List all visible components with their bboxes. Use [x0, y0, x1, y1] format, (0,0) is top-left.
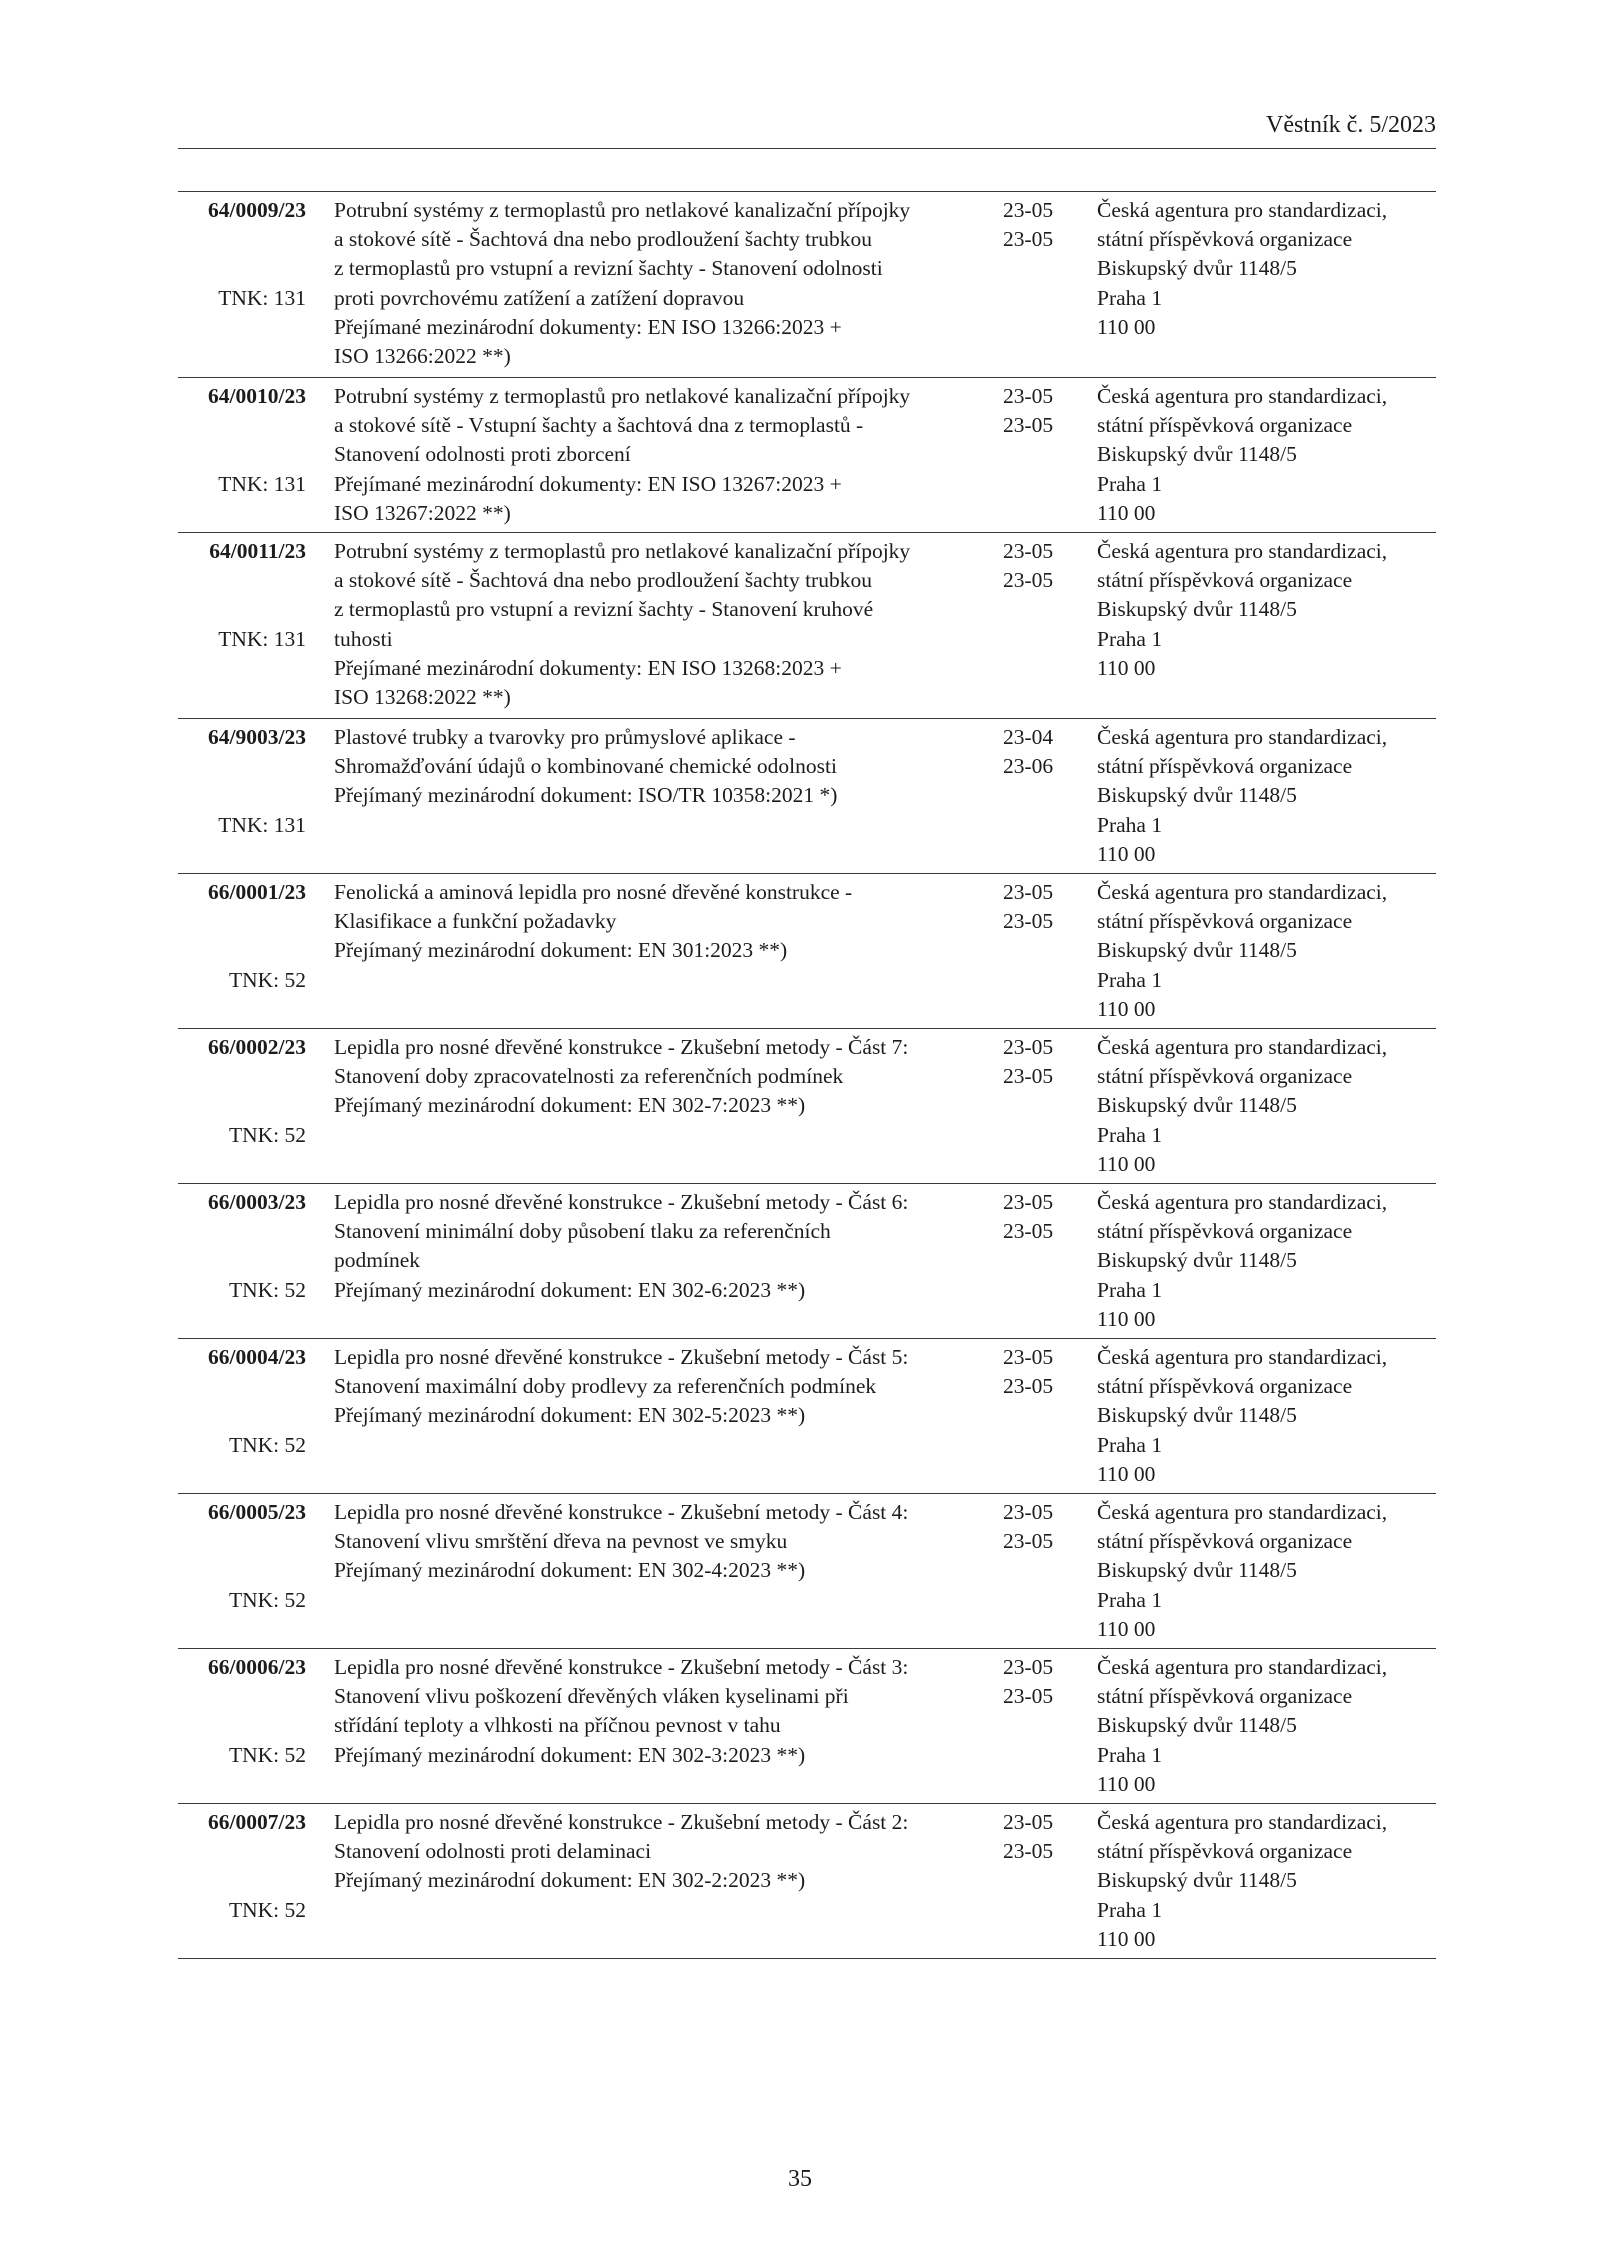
entry-dates — [1003, 196, 1073, 254]
table-row — [178, 1339, 1436, 1494]
entry-title — [334, 196, 1014, 371]
tnk-label: TNK: 131 — [218, 627, 306, 651]
org-line: Česká agentura pro standardizaci, — [1097, 880, 1388, 904]
entry-number: 66/0002/23 — [208, 1035, 306, 1059]
date-value: 23-06 — [1003, 754, 1054, 779]
page-header — [178, 108, 1436, 149]
date-value: 23-05 — [1003, 1064, 1054, 1089]
table-row — [178, 1494, 1436, 1649]
entry-organization — [1097, 1498, 1437, 1644]
title-line: Fenolická a aminová lepidla pro nosné dřevěné konstrukce - — [334, 880, 853, 904]
org-line: Praha 1 — [1097, 626, 1163, 651]
org-line: Česká agentura pro standardizaci, — [1097, 1810, 1388, 1834]
entry-organization — [1097, 723, 1437, 869]
table-row — [178, 1184, 1436, 1339]
tnk-label: TNK: 52 — [228, 1433, 306, 1457]
org-line: 110 00 — [1097, 1306, 1156, 1331]
entry-title — [334, 1343, 1014, 1431]
title-line: Klasifikace a funkční požadavky — [334, 909, 617, 934]
entry-number: 64/0009/23 — [208, 198, 306, 222]
org-line: Biskupský dvůr 1148/5 — [1097, 1558, 1297, 1583]
entry-title — [334, 1033, 1014, 1121]
org-line: státní příspěvková organizace — [1097, 1839, 1353, 1864]
title-line: z termoplastů pro vstupní a revizní šachty - Stanovení kruhové — [334, 597, 874, 622]
entry-dates — [1003, 1188, 1073, 1246]
date-value: 23-05 — [1003, 227, 1054, 252]
entry-title — [334, 537, 1014, 712]
title-line: a stokové sítě - Šachtová dna nebo prodloužení šachty trubkou — [334, 227, 872, 252]
title-line: střídání teploty a vlhkosti na příčnou pevnost v tahu — [334, 1713, 781, 1738]
org-line: 110 00 — [1097, 1616, 1156, 1641]
org-line: Česká agentura pro standardizaci, — [1097, 539, 1388, 563]
title-line: Přejímaný mezinárodní dokument: EN 302-6:2023 **) — [334, 1277, 806, 1302]
org-line: 110 00 — [1097, 1771, 1156, 1796]
entry-dates — [1003, 723, 1073, 781]
title-line: Přejímaný mezinárodní dokument: EN 302-2:2023 **) — [334, 1868, 806, 1893]
title-line: Potrubní systémy z termoplastů pro netlakové kanalizační přípojky — [334, 539, 911, 563]
tnk-label: TNK: 52 — [228, 1278, 306, 1302]
title-line: Přejímané mezinárodní dokumenty: EN ISO 13267:2023 + — [334, 471, 842, 496]
entry-organization — [1097, 1033, 1437, 1179]
entry-title — [334, 878, 1014, 966]
entry-id-cell — [178, 1343, 306, 1493]
org-line: Česká agentura pro standardizaci, — [1097, 1345, 1388, 1369]
org-line: Praha 1 — [1097, 1277, 1163, 1302]
org-line: Česká agentura pro standardizaci, — [1097, 198, 1388, 222]
entry-id-cell — [178, 1808, 306, 1958]
entry-number: 66/0001/23 — [208, 880, 306, 904]
org-line: 110 00 — [1097, 996, 1156, 1021]
title-line: podmínek — [334, 1248, 420, 1273]
org-line: Česká agentura pro standardizaci, — [1097, 1500, 1388, 1524]
entry-number: 66/0004/23 — [208, 1345, 306, 1369]
org-line: Praha 1 — [1097, 1897, 1163, 1922]
title-line: a stokové sítě - Vstupní šachty a šachtová dna z termoplastů - — [334, 413, 864, 438]
table-row — [178, 719, 1436, 874]
entry-id-cell — [178, 1498, 306, 1648]
entry-number: 64/0011/23 — [209, 539, 306, 563]
title-line: Lepidla pro nosné dřevěné konstrukce - Zkušební metody - Část 6: — [334, 1190, 909, 1214]
date-value: 23-05 — [1003, 413, 1054, 438]
date-value: 23-05 — [1003, 539, 1054, 563]
tnk-label: TNK: 131 — [218, 813, 306, 837]
title-line: Lepidla pro nosné dřevěné konstrukce - Zkušební metody - Část 2: — [334, 1810, 909, 1834]
org-line: státní příspěvková organizace — [1097, 413, 1353, 438]
org-line: Praha 1 — [1097, 471, 1163, 496]
entry-dates — [1003, 382, 1073, 440]
tnk-label: TNK: 52 — [228, 1898, 306, 1922]
org-line: Praha 1 — [1097, 1432, 1163, 1457]
date-value: 23-05 — [1003, 1500, 1054, 1524]
title-line: Stanovení minimální doby působení tlaku za referenčních — [334, 1219, 831, 1244]
org-line: Praha 1 — [1097, 1587, 1163, 1612]
date-value: 23-05 — [1003, 1529, 1054, 1554]
org-line: 110 00 — [1097, 314, 1156, 339]
org-line: státní příspěvková organizace — [1097, 1219, 1353, 1244]
entry-organization — [1097, 1653, 1437, 1799]
table-row — [178, 1029, 1436, 1184]
entry-organization — [1097, 1808, 1437, 1954]
date-value: 23-04 — [1003, 725, 1054, 749]
tnk-label: TNK: 131 — [218, 286, 306, 310]
title-line: Lepidla pro nosné dřevěné konstrukce - Zkušební metody - Část 7: — [334, 1035, 909, 1059]
entry-organization — [1097, 1343, 1437, 1489]
tnk-label: TNK: 131 — [218, 472, 306, 496]
org-line: 110 00 — [1097, 500, 1156, 525]
title-line: Shromažďování údajů o kombinované chemické odolnosti — [334, 754, 837, 779]
title-line: Přejímaný mezinárodní dokument: EN 302-5:2023 **) — [334, 1403, 806, 1428]
date-value: 23-05 — [1003, 1374, 1054, 1399]
entry-number: 66/0006/23 — [208, 1655, 306, 1679]
table-row — [178, 874, 1436, 1029]
org-line: Praha 1 — [1097, 967, 1163, 992]
entry-id-cell — [178, 537, 306, 718]
entry-title — [334, 1188, 1014, 1305]
org-line: státní příspěvková organizace — [1097, 909, 1353, 934]
title-line: Potrubní systémy z termoplastů pro netlakové kanalizační přípojky — [334, 384, 911, 408]
title-line: Stanovení doby zpracovatelnosti za referenčních podmínek — [334, 1064, 844, 1089]
title-line: Stanovení odolnosti proti delaminaci — [334, 1839, 652, 1864]
entry-id-cell — [178, 382, 306, 532]
entry-organization — [1097, 382, 1437, 528]
org-line: Biskupský dvůr 1148/5 — [1097, 1713, 1297, 1738]
org-line: Biskupský dvůr 1148/5 — [1097, 1868, 1297, 1893]
title-line: Přejímané mezinárodní dokumenty: EN ISO 13268:2023 + — [334, 655, 842, 680]
org-line: Česká agentura pro standardizaci, — [1097, 384, 1388, 408]
title-line: Potrubní systémy z termoplastů pro netlakové kanalizační přípojky — [334, 198, 911, 222]
date-value: 23-05 — [1003, 1190, 1054, 1214]
org-line: Biskupský dvůr 1148/5 — [1097, 597, 1297, 622]
org-line: Biskupský dvůr 1148/5 — [1097, 442, 1297, 467]
date-value: 23-05 — [1003, 1810, 1054, 1834]
entry-id-cell — [178, 1653, 306, 1803]
entry-id-cell — [178, 1188, 306, 1338]
org-line: státní příspěvková organizace — [1097, 1529, 1353, 1554]
title-line: Přejímané mezinárodní dokumenty: EN ISO 13266:2023 + — [334, 314, 842, 339]
title-line: Přejímaný mezinárodní dokument: EN 301:2023 **) — [334, 938, 788, 963]
table-row — [178, 192, 1436, 378]
title-line: Stanovení vlivu smrštění dřeva na pevnost ve smyku — [334, 1529, 788, 1554]
entry-dates — [1003, 1808, 1073, 1866]
entry-title — [334, 1498, 1014, 1586]
entry-dates — [1003, 878, 1073, 936]
tnk-label: TNK: 52 — [228, 1123, 306, 1147]
title-line: Přejímaný mezinárodní dokument: EN 302-4:2023 **) — [334, 1558, 806, 1583]
entry-id-cell — [178, 723, 306, 873]
title-line: z termoplastů pro vstupní a revizní šachty - Stanovení odolnosti — [334, 256, 883, 281]
entry-dates — [1003, 1498, 1073, 1556]
entry-title — [334, 1808, 1014, 1896]
org-line: státní příspěvková organizace — [1097, 568, 1353, 593]
org-line: Praha 1 — [1097, 285, 1163, 310]
entry-organization — [1097, 878, 1437, 1024]
date-value: 23-05 — [1003, 1219, 1054, 1244]
date-value: 23-05 — [1003, 198, 1054, 222]
title-line: a stokové sítě - Šachtová dna nebo prodloužení šachty trubkou — [334, 568, 872, 593]
page-number: 35 — [788, 2166, 812, 2192]
org-line: Česká agentura pro standardizaci, — [1097, 725, 1388, 749]
title-line: Lepidla pro nosné dřevěné konstrukce - Zkušební metody - Část 4: — [334, 1500, 909, 1524]
table-row — [178, 533, 1436, 719]
org-line: státní příspěvková organizace — [1097, 1374, 1353, 1399]
org-line: Biskupský dvůr 1148/5 — [1097, 256, 1297, 281]
entry-dates — [1003, 1033, 1073, 1091]
org-line: 110 00 — [1097, 841, 1156, 866]
entry-organization — [1097, 1188, 1437, 1334]
org-line: Česká agentura pro standardizaci, — [1097, 1655, 1388, 1679]
entry-organization — [1097, 196, 1437, 342]
entry-id-cell — [178, 878, 306, 1028]
title-line: tuhosti — [334, 626, 393, 651]
entry-number: 66/0005/23 — [208, 1500, 306, 1524]
title-line: Přejímaný mezinárodní dokument: ISO/TR 10358:2021 *) — [334, 783, 838, 808]
org-line: Biskupský dvůr 1148/5 — [1097, 783, 1297, 808]
date-value: 23-05 — [1003, 568, 1054, 593]
entry-number: 66/0007/23 — [208, 1810, 306, 1834]
date-value: 23-05 — [1003, 1655, 1054, 1679]
title-line: Plastové trubky a tvarovky pro průmyslové aplikace - — [334, 725, 796, 749]
date-value: 23-05 — [1003, 1345, 1054, 1369]
title-line: Stanovení vlivu poškození dřevěných vláken kyselinami při — [334, 1684, 849, 1709]
table-row — [178, 378, 1436, 533]
date-value: 23-05 — [1003, 384, 1054, 408]
title-line: proti povrchovému zatížení a zatížení dopravou — [334, 285, 745, 310]
org-line: Česká agentura pro standardizaci, — [1097, 1190, 1388, 1214]
standards-table — [178, 191, 1436, 1959]
entry-title — [334, 723, 1014, 811]
entry-id-cell — [178, 1033, 306, 1183]
org-line: Praha 1 — [1097, 812, 1163, 837]
title-line: ISO 13267:2022 **) — [334, 500, 511, 525]
date-value: 23-05 — [1003, 1839, 1054, 1864]
title-line: Stanovení odolnosti proti zborcení — [334, 442, 631, 467]
entry-organization — [1097, 537, 1437, 683]
entry-number: 64/0010/23 — [208, 384, 306, 408]
org-line: 110 00 — [1097, 1151, 1156, 1176]
entry-title — [334, 382, 1014, 528]
org-line: 110 00 — [1097, 655, 1156, 680]
title-line: Lepidla pro nosné dřevěné konstrukce - Zkušební metody - Část 5: — [334, 1345, 909, 1369]
bulletin-title: Věstník č. 5/2023 — [1266, 112, 1436, 138]
org-line: státní příspěvková organizace — [1097, 1684, 1353, 1709]
title-line: Lepidla pro nosné dřevěné konstrukce - Zkušební metody - Část 3: — [334, 1655, 909, 1679]
entry-number: 64/9003/23 — [208, 725, 306, 749]
entry-number: 66/0003/23 — [208, 1190, 306, 1214]
entry-dates — [1003, 537, 1073, 595]
org-line: Biskupský dvůr 1148/5 — [1097, 1093, 1297, 1118]
title-line: ISO 13266:2022 **) — [334, 344, 511, 369]
org-line: státní příspěvková organizace — [1097, 227, 1353, 252]
org-line: státní příspěvková organizace — [1097, 1064, 1353, 1089]
date-value: 23-05 — [1003, 1035, 1054, 1059]
title-line: Přejímaný mezinárodní dokument: EN 302-3:2023 **) — [334, 1742, 806, 1767]
tnk-label: TNK: 52 — [228, 1588, 306, 1612]
org-line: Biskupský dvůr 1148/5 — [1097, 1248, 1297, 1273]
tnk-label: TNK: 52 — [228, 968, 306, 992]
org-line: Česká agentura pro standardizaci, — [1097, 1035, 1388, 1059]
entry-dates — [1003, 1653, 1073, 1711]
org-line: 110 00 — [1097, 1926, 1156, 1951]
org-line: Praha 1 — [1097, 1742, 1163, 1767]
org-line: státní příspěvková organizace — [1097, 754, 1353, 779]
org-line: Biskupský dvůr 1148/5 — [1097, 1403, 1297, 1428]
entry-id-cell — [178, 196, 306, 377]
title-line: Přejímaný mezinárodní dokument: EN 302-7:2023 **) — [334, 1093, 806, 1118]
tnk-label: TNK: 52 — [228, 1743, 306, 1767]
title-line: Stanovení maximální doby prodlevy za referenčních podmínek — [334, 1374, 877, 1399]
date-value: 23-05 — [1003, 880, 1054, 904]
org-line: Biskupský dvůr 1148/5 — [1097, 938, 1297, 963]
title-line: ISO 13268:2022 **) — [334, 685, 511, 710]
org-line: Praha 1 — [1097, 1122, 1163, 1147]
date-value: 23-05 — [1003, 1684, 1054, 1709]
entry-dates — [1003, 1343, 1073, 1401]
table-row — [178, 1804, 1436, 1959]
date-value: 23-05 — [1003, 909, 1054, 934]
entry-title — [334, 1653, 1014, 1770]
table-row — [178, 1649, 1436, 1804]
org-line: 110 00 — [1097, 1461, 1156, 1486]
